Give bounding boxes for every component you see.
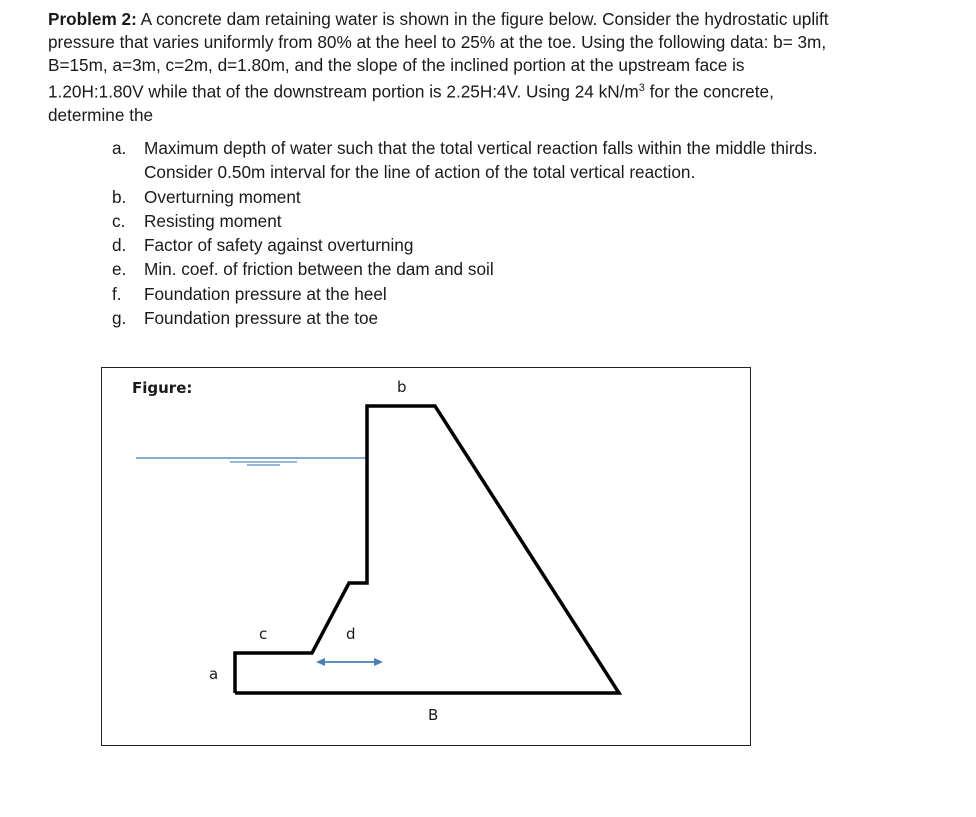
dam-outline xyxy=(235,406,619,693)
problem-line-5: determine the xyxy=(48,104,154,125)
item-marker: d. xyxy=(112,235,127,256)
list-item xyxy=(112,282,932,306)
item-marker: b. xyxy=(112,186,127,207)
item-text: Min. coef. of friction between the dam and soil xyxy=(144,259,494,280)
question-list xyxy=(112,136,932,330)
list-item xyxy=(112,233,932,257)
item-marker: c. xyxy=(112,210,126,231)
item-marker: a. xyxy=(112,138,127,158)
item-text: Overturning moment xyxy=(144,186,301,207)
problem-text-4b: for the concrete, xyxy=(644,81,774,102)
arrowhead-right xyxy=(374,658,383,666)
list-item xyxy=(112,257,932,281)
problem-line-2: pressure that varies uniformly from 80% at the heel to 25% at the toe. Using the following data: b= 3m, xyxy=(48,32,827,52)
problem-statement xyxy=(48,8,948,127)
problem-line-3: B=15m, a=3m, c=2m, d=1.80m, and the slope of the inclined portion at the upstream face is xyxy=(48,55,745,75)
item-marker: f. xyxy=(112,283,122,304)
label-B: B xyxy=(428,706,439,724)
item-text xyxy=(144,136,932,185)
label-d: d xyxy=(346,625,356,643)
item-text: Foundation pressure at the toe xyxy=(144,308,379,329)
item-text-line-1: Maximum depth of water such that the total vertical reaction falls within the middle thirds. xyxy=(144,138,818,158)
item-marker: g. xyxy=(112,308,127,329)
problem-text-1: A concrete dam retaining water is shown in the figure below. Consider the hydrostatic uplift xyxy=(140,9,829,29)
problem-text-4a: 1.20H:1.80V while that of the downstream portion is 2.25H:4V. Using 24 kN/m xyxy=(48,81,639,102)
dam-diagram xyxy=(102,368,752,747)
item-marker: e. xyxy=(112,259,127,280)
item-text: Factor of safety against overturning xyxy=(144,235,414,256)
unit-superscript: 3 xyxy=(638,82,645,94)
item-text: Foundation pressure at the heel xyxy=(144,283,387,304)
problem-line-4 xyxy=(48,77,948,104)
label-b: b xyxy=(397,378,407,396)
item-text-line-2: Consider 0.50m interval for the line of action of the total vertical reaction. xyxy=(144,162,696,183)
item-text: Resisting moment xyxy=(144,210,282,231)
problem-label: Problem 2: xyxy=(48,9,137,29)
figure-title: Figure: xyxy=(132,379,193,397)
dam-figure xyxy=(101,367,751,746)
label-a: a xyxy=(209,665,219,683)
list-item xyxy=(112,209,932,233)
list-item xyxy=(112,185,932,209)
problem-line-1 xyxy=(48,8,948,31)
label-c: c xyxy=(259,625,268,643)
list-item xyxy=(112,306,932,330)
list-item xyxy=(112,136,932,185)
arrowhead-left xyxy=(316,658,325,666)
